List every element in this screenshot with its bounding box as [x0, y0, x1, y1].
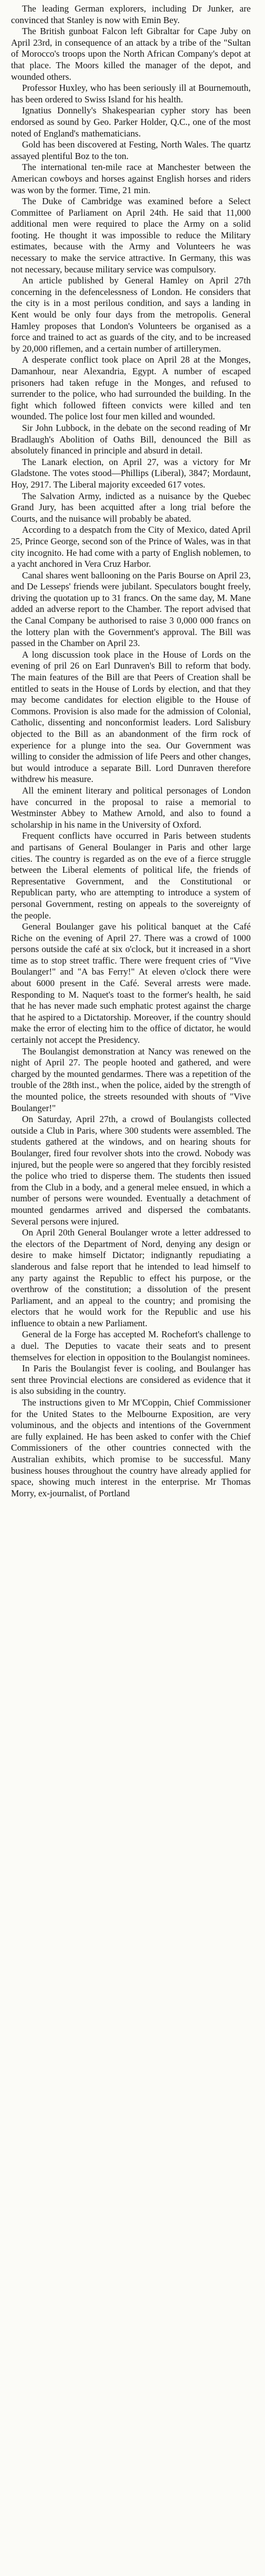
news-item-arnold-memorial: All the eminent literary and political personages of London have concurred in the proposal to raise a memorial to Westminster Abbey to Mathew Arnold, and also to found a scholarship in his name in the University of Oxford. [11, 785, 251, 830]
news-item-boulanger-banquet: General Boulanger gave his political banquet at the Café Riche on the evening of April 27. There was a crowd of 1000 persons outside the café at six o'clock, but it increased in a short time as to stop street traffic. There were frequent cries of "Vive Boulanger!" and "A bas Ferry!" At eleven o'clock there were about 6000 present in the Café. Several arrests were made. Responding to M. Naquet's toast to the former's health, he said that he has never made such emphatic protest against the charge that he aspired to a Dictatorship. Moreover, if the country should make the error of electing him to the office of dictator, he would certainly not accept the Presidency. [11, 921, 251, 1046]
news-item-stanley-emin-bey: The leading German explorers, including Dr Junker, are convinced that Stanley is now with Emin Bey. [11, 3, 251, 25]
news-item-gold-north-wales: Gold has been discovered at Festing, North Wales. The quartz assayed plentiful Boz to the ton. [11, 139, 251, 161]
news-item-paris-conflicts: Frequent conflicts have occurred in Paris between students and partisans of General Boulanger in Paris and other large cities. The country is regarded as on the eve of a fierce struggle between the Liberal elements of political life, the friends of Representative Government, and the Constitutional or Republican party, who are attempting to introduce a system of personal Government, resting on appeals to the sovereignty of the people. [11, 830, 251, 921]
news-item-salvation-army-quebec: The Salvation Army, indicted as a nuisance by the Quebec Grand Jury, has been acquitted after a long trial before the Courts, and the nuisance will probably be abated. [11, 490, 251, 524]
news-item-alexandria-conflict: A desperate conflict took place on April 28 at the Monges, Damanhour, near Alexandria, Egypt. A number of escaped prisoners had taken refuge in the Monges, and refused to surrender to the police, who had surrounded the building. In the fight which followed fifteen convicts were killed and ten wounded. The police lost four men killed and wounded. [11, 354, 251, 422]
news-item-lubbock-oaths-bill: Sir John Lubbock, in the debate on the second reading of Mr Bradlaugh's Abolition of Oaths Bill, denounced the Bill as absolutely financed in principle and absurd in detail. [11, 422, 251, 456]
news-item-ten-mile-race: The international ten-mile race at Manchester between the American cowboys and horses against English horses and riders was won by the former. Time, 21 min. [11, 162, 251, 195]
news-item-prince-george-mexico: According to a despatch from the City of Mexico, dated April 25, Prince George, second son of the Prince of Wales, was in that city incognito. He had come with a party of English noblemen, to a yacht anchored in Vera Cruz Harbor. [11, 524, 251, 570]
news-item-boulangist-fever: In Paris the Boulangist fever is cooling, and Boulanger has sent three Provincial elections are considered as evidence that it is also subsiding in the country. [11, 1363, 251, 1397]
news-item-paris-club-riot: On Saturday, April 27th, a crowd of Boulangists collected outside a Club in Paris, where 300 students were assembled. The students gathered at the windows, and on hearing shouts for Boulanger, fired four revolver shots into the crowd. Nobody was injured, but the people were so angered that they forcibly resisted the police who tried to disperse them. The students then issued from the Club in a body, and a general melee ensued, in which a number of persons were wounded. Eventually a detachment of mounted gendarmes arrived and dispersed the combatants. Several persons were injured. [11, 1114, 251, 1227]
news-item-lanark-election: The Lanark election, on April 27, was a victory for Mr Gladstone. The votes stood—Phillips (Liberal), 3847; Mordaunt, Hoy, 2917. The Liberal majority exceeded 617 votes. [11, 456, 251, 490]
news-item-hamley-london-defence: An article published by General Hamley on April 27th concerning in the defencelessness of London. He considers that the city is in a most perilous condition, and says a landing in Kent would be only four days from the metropolis. General Hamley proposes that London's Volunteers be organised as a force and trained to act as guards of the city, and to be increased by 20,000 riflemen, and a certain number of artillerymen. [11, 275, 251, 354]
news-item-boulanger-letter: On April 20th General Boulanger wrote a letter addressed to the electors of the Department of Nord, denying any design or desire to make himself Dictator; indignantly repudiating a slanderous and false report that he intended to lead himself to any party against the Republic to effect his purpose, or the overthrow of the constitution; a dissolution of the present Parliament, and an appeal to the country; and promising the electors that he would work for the Republic and use his influence to obtain a new Parliament. [11, 1227, 251, 1328]
news-item-canal-shares: Canal shares went ballooning on the Paris Bourse on April 23, and De Lesseps' friends were jubilant. Speculators bought freely, driving the quotation up to 31 francs. On the same day, M. Mane added an adverse report to the Chamber. The report advised that the Canal Company be authorised to raise 3 0,000 000 francs on the lottery plan with the Government's approval. The Bill was passed in the Chamber on April 23. [11, 570, 251, 649]
news-item-falcon-cape-juby: The British gunboat Falcon left Gibraltar for Cape Juby on April 23rd, in consequence of an attack by a tribe of the "Sultan of Morocco's troops upon the North African Company's depot at that place. The Moors killed the manager of the depot, and wounded others. [11, 26, 251, 82]
news-item-lords-reform-debate: A long discussion took place in the House of Lords on the evening of pril 26 on Earl Dunraven's Bill to reform that body. The main features of the Bill are that Peers of Creation shall be entitled to seats in the House of Lords by election, and that they may become candidates for election eligible to the House of Commons. Provision is also made for the admission of Colonial, Catholic, dissenting and nonconformist leaders. Lord Salisbury objected to the Bill as an abandonment of the firm rock of experience for a plunge into the sea. Our Government was willing to consider the admission of life Peers and other changes, but would introduce a separate Bill. Lord Dunraven therefore withdrew his measure. [11, 649, 251, 785]
news-item-duke-of-cambridge: The Duke of Cambridge was examined before a Select Committee of Parliament on April 24th. He said that 11,000 additional men were required to place the Army on a solid footing. He thought it was impossible to reduce the Military estimates, because with the Army and Volunteers he was necessary to make the service attractive. In Germany, this was not necessary, because military service was compulsory. [11, 196, 251, 275]
news-item-rochefort-duel: General de la Forge has accepted M. Rochefort's challenge to a duel. The Deputies to vacate their seats and to present themselves for election in opposition to the Boulangist nominees. [11, 1329, 251, 1363]
news-item-nancy-demonstration: The Boulangist demonstration at Nancy was renewed on the night of April 27. The people hooted and gathered, and were charged by the mounted gendarmes. There was a repetition of the trouble of the 28th inst., when the police, aided by the strength of the mounted police, the streets resounded with shouts of "Vive Boulanger!" [11, 1046, 251, 1113]
news-item-donnelly-cypher: Ignatius Donnelly's Shakespearian cypher story has been endorsed as sound by Geo. Parker Holder, Q.C., one of the most noted of England's mathematicians. [11, 105, 251, 139]
news-item-melbourne-exposition: The instructions given to Mr M'Coppin, Chief Commissioner for the United States to the Melbourne Exposition, are very voluminous, and the objects and intentions of the Government are fully explained. He has been asked to confer with the Chief Commissioners of the other countries connected with the Australian exhibits, which promise to be successful. Many business houses throughout the country have already applied for space, showing much interest in the enterprise. Mr Thomas Morry, ex-journalist, of Portland [11, 1397, 251, 1498]
news-item-huxley-health: Professor Huxley, who has been seriously ill at Bournemouth, has been ordered to Swiss Island for his health. [11, 83, 251, 105]
